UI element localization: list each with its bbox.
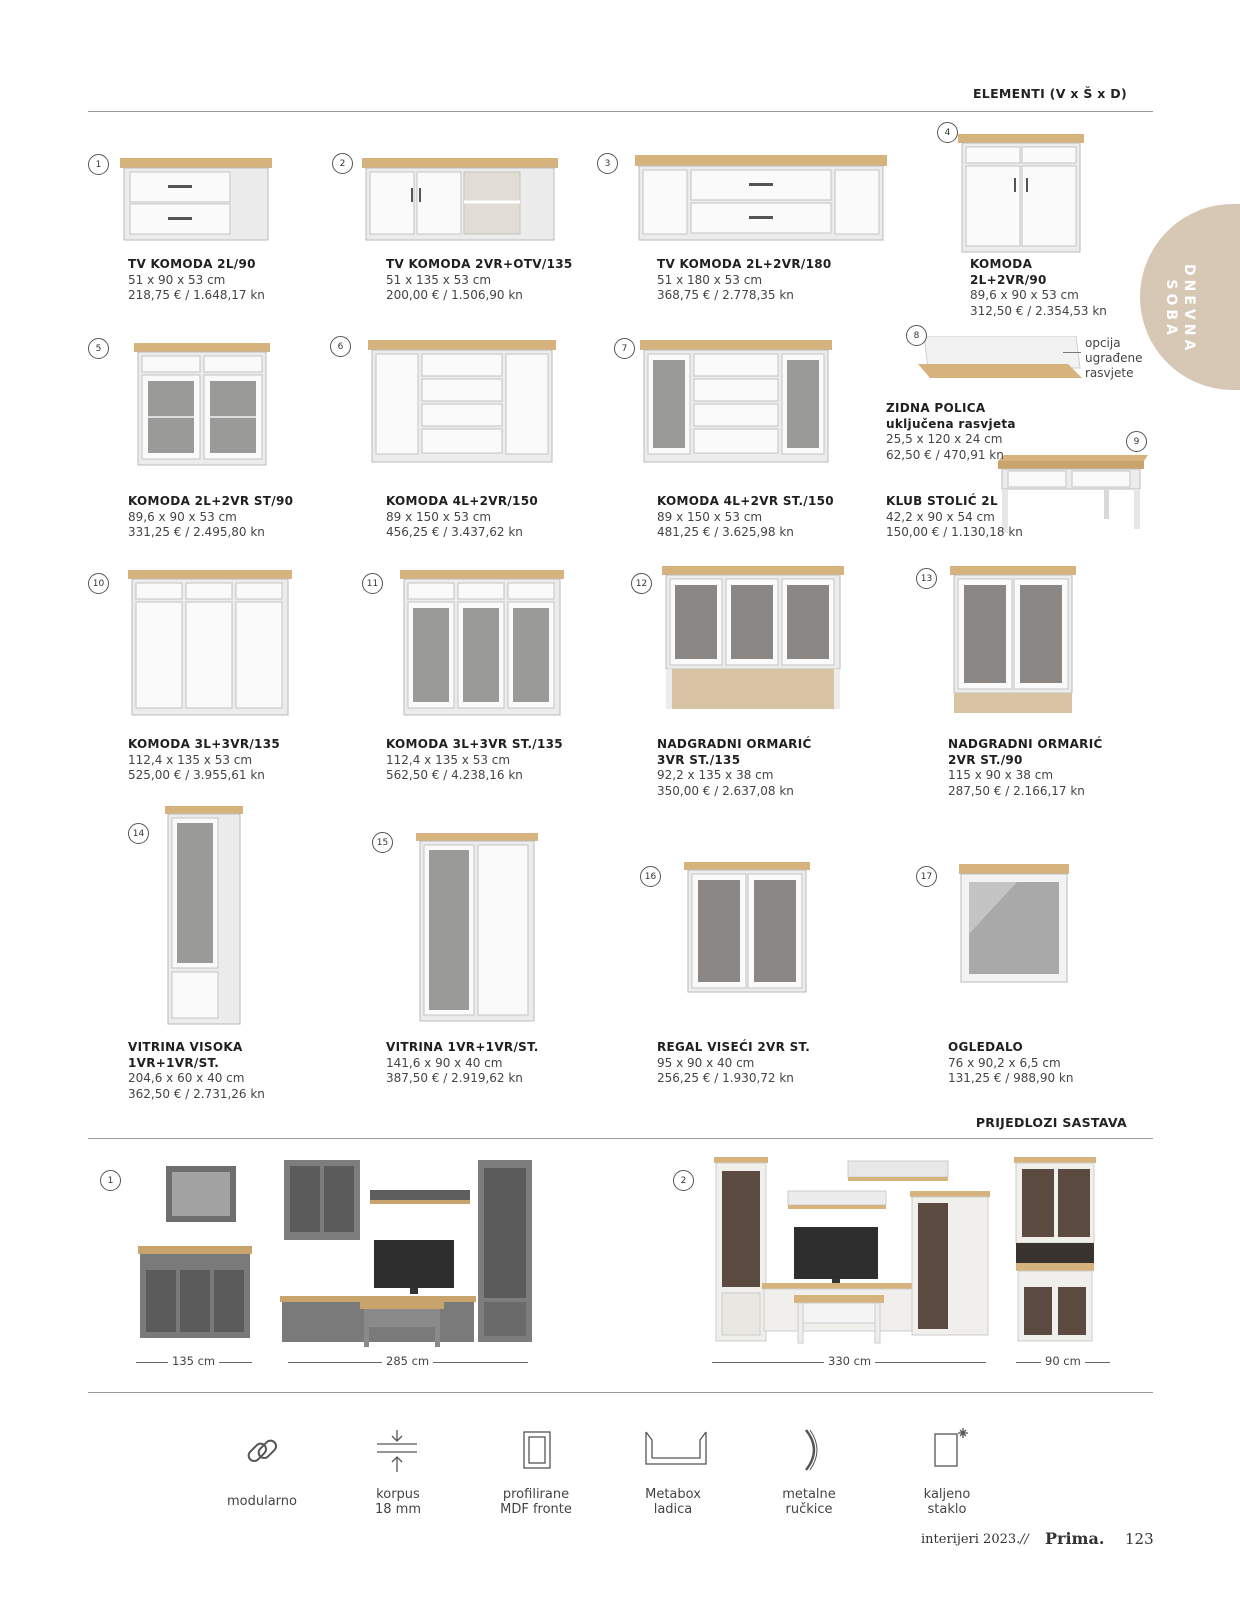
product-price: 456,25 € / 3.437,62 kn: [386, 525, 523, 539]
product-7-info: [657, 494, 834, 541]
product-6-info: [386, 494, 538, 541]
product-16-info: [657, 1040, 810, 1087]
product-price: 150,00 € / 1.130,18 kn: [886, 525, 1023, 539]
product-dimensions: 92,2 x 135 x 38 cm: [657, 768, 774, 782]
product-6-image: [366, 340, 558, 466]
product-14-info: [128, 1040, 265, 1102]
product-price: 562,50 € / 4.238,16 kn: [386, 768, 523, 782]
product-name: TV KOMODA 2L/90: [128, 257, 256, 271]
product-dimensions: 204,6 x 60 x 40 cm: [128, 1071, 245, 1085]
section-tab-label: DNEVNA SOBA: [1163, 264, 1197, 355]
product-9-info: [886, 494, 1023, 541]
product-number: 8: [906, 325, 927, 346]
product-dimensions: 25,5 x 120 x 24 cm: [886, 432, 1003, 446]
product-12-image: [660, 566, 846, 716]
product-number: 11: [362, 573, 383, 594]
product-1-info: [128, 257, 265, 304]
product-15-info: [386, 1040, 539, 1087]
product-dimensions: 51 x 180 x 53 cm: [657, 272, 763, 287]
drawer-icon: [644, 1428, 708, 1470]
product-dimensions: 42,2 x 90 x 54 cm: [886, 509, 995, 524]
product-price: 362,50 € / 2.731,26 kn: [128, 1086, 265, 1101]
product-name: NADGRADNI ORMARIĆ 3VR ST./135: [657, 737, 812, 767]
section-tab[interactable]: [1140, 204, 1240, 390]
product-2-info: [386, 257, 573, 304]
product-number: 10: [88, 573, 109, 594]
product-number: 9: [1126, 431, 1147, 452]
dimension-label: 285 cm: [382, 1354, 433, 1368]
product-name: KOMODA 3L+3VR ST./135: [386, 737, 563, 751]
compositions-heading: PRIJEDLOZI SASTAVA: [975, 1115, 1127, 1130]
product-16-image: [682, 862, 812, 996]
product-name: KOMODA 4L+2VR/150: [386, 494, 538, 508]
product-name: KLUB STOLIĆ 2L: [886, 494, 998, 508]
product-2-image: [360, 158, 560, 244]
product-price: 525,00 € / 3.955,61 kn: [128, 768, 265, 782]
compositions-divider: [88, 1138, 1153, 1139]
product-number: 7: [614, 338, 635, 359]
dimension-label: 90 cm: [1041, 1354, 1085, 1368]
product-price: 331,25 € / 2.495,80 kn: [128, 525, 265, 539]
product-name: REGAL VISEĆI 2VR ST.: [657, 1040, 811, 1054]
product-dimensions: 51 x 135 x 53 cm: [386, 272, 492, 287]
page-number: 123: [1125, 1530, 1154, 1548]
product-name: TV KOMODA 2L+2VR/180: [657, 257, 832, 271]
product-number: 2: [332, 153, 353, 174]
product-13-info: [948, 737, 1103, 799]
product-8-info: [886, 401, 1016, 463]
product-8-image: [918, 336, 1088, 388]
product-name: ZIDNA POLICA uključena rasvjeta: [886, 401, 1016, 431]
product-price: 200,00 € / 1.506,90 kn: [386, 288, 523, 302]
product-name: VITRINA 1VR+1VR/ST.: [386, 1040, 539, 1054]
product-price: 350,00 € / 2.637,08 kn: [657, 783, 794, 798]
product-dimensions: 51 x 90 x 53 cm: [128, 272, 226, 287]
product-number: 5: [88, 338, 109, 359]
product-3-info: [657, 257, 832, 304]
product-price: 62,50 € / 470,91 kn: [886, 447, 1004, 462]
product-1-image: [118, 158, 274, 244]
feature-label: modularno: [227, 1494, 297, 1509]
composition-1-image: [134, 1160, 544, 1370]
elements-heading: ELEMENTI (V x Š x D): [972, 86, 1127, 101]
product-number: 17: [916, 866, 937, 887]
product-number: 6: [330, 336, 351, 357]
product-name: KOMODA 4L+2VR ST./150: [657, 494, 834, 508]
product-4-info: [970, 257, 1107, 319]
product-dimensions: 89,6 x 90 x 53 cm: [128, 509, 237, 524]
link-icon: [244, 1433, 280, 1469]
board-thickness-icon: [375, 1428, 419, 1476]
product-number: 1: [88, 154, 109, 175]
product-price: 218,75 € / 1.648,17 kn: [128, 288, 265, 302]
shelf-note-pointer: [1063, 352, 1081, 353]
product-dimensions: 112,4 x 135 x 53 cm: [128, 752, 253, 767]
product-price: 481,25 € / 3.625,98 kn: [657, 525, 794, 539]
product-13-image: [948, 566, 1078, 718]
product-11-image: [398, 570, 566, 720]
product-name: KOMODA 2L+2VR/90: [970, 257, 1047, 287]
feature-label: metalne ručkice: [782, 1487, 836, 1517]
product-dimensions: 89 x 150 x 53 cm: [657, 509, 763, 524]
magazine-name: interijeri 2023.: [921, 1532, 1021, 1547]
product-12-info: [657, 737, 812, 799]
product-10-image: [126, 570, 294, 720]
product-14-image: [163, 806, 245, 1028]
product-number: 14: [128, 823, 149, 844]
footer-separator: //: [1020, 1532, 1029, 1547]
product-number: 3: [597, 153, 618, 174]
product-5-info: [128, 494, 293, 541]
feature-label: Metabox ladica: [645, 1487, 701, 1517]
glass-icon: [932, 1426, 974, 1470]
dimension-label: 135 cm: [168, 1354, 219, 1368]
product-dimensions: 112,4 x 135 x 53 cm: [386, 752, 511, 767]
feature-label: profilirane MDF fronte: [500, 1487, 572, 1517]
product-10-info: [128, 737, 280, 784]
product-price: 131,25 € / 988,90 kn: [948, 1071, 1074, 1085]
product-11-info: [386, 737, 563, 784]
product-number: 12: [631, 573, 652, 594]
dimension-label: 330 cm: [824, 1354, 875, 1368]
product-number: 15: [372, 832, 393, 853]
product-name: NADGRADNI ORMARIĆ 2VR ST./90: [948, 737, 1103, 767]
brand-logo: Prima.: [1045, 1529, 1105, 1548]
product-number: 4: [937, 122, 958, 143]
product-15-image: [414, 833, 540, 1025]
product-7-image: [638, 340, 834, 466]
product-name: KOMODA 2L+2VR ST/90: [128, 494, 294, 508]
product-price: 287,50 € / 2.166,17 kn: [948, 783, 1085, 798]
product-number: 13: [916, 568, 937, 589]
product-price: 256,25 € / 1.930,72 kn: [657, 1071, 794, 1085]
product-price: 368,75 € / 2.778,35 kn: [657, 288, 794, 302]
product-dimensions: 95 x 90 x 40 cm: [657, 1055, 755, 1070]
product-price: 312,50 € / 2.354,53 kn: [970, 303, 1107, 318]
product-5-image: [132, 343, 272, 469]
composition-number: 1: [100, 1170, 121, 1191]
product-dimensions: 89 x 150 x 53 cm: [386, 509, 492, 524]
product-name: KOMODA 3L+3VR/135: [128, 737, 280, 751]
shelf-lighting-note: opcija ugrađene rasvjete: [1085, 336, 1143, 380]
product-dimensions: 76 x 90,2 x 6,5 cm: [948, 1055, 1061, 1070]
feature-label: korpus 18 mm: [374, 1487, 421, 1517]
handle-icon: [800, 1428, 826, 1472]
feature-label: kaljeno staklo: [923, 1487, 971, 1517]
product-3-image: [633, 155, 889, 245]
product-number: 16: [640, 866, 661, 887]
product-name: TV KOMODA 2VR+OTV/135: [386, 257, 573, 271]
product-4-image: [956, 134, 1086, 256]
product-17-image: [957, 864, 1071, 986]
composition-number: 2: [673, 1170, 694, 1191]
door-front-icon: [522, 1430, 552, 1470]
product-17-info: [948, 1040, 1073, 1087]
features-divider: [88, 1392, 1153, 1393]
product-name: VITRINA VISOKA 1VR+1VR/ST.: [128, 1040, 243, 1070]
product-dimensions: 141,6 x 90 x 40 cm: [386, 1055, 503, 1070]
product-name: OGLEDALO: [948, 1040, 1023, 1054]
product-price: 387,50 € / 2.919,62 kn: [386, 1071, 523, 1085]
product-dimensions: 89,6 x 90 x 53 cm: [970, 288, 1079, 302]
top-divider: [88, 111, 1153, 112]
product-dimensions: 115 x 90 x 38 cm: [948, 768, 1054, 782]
composition-2-image: [712, 1157, 1112, 1367]
